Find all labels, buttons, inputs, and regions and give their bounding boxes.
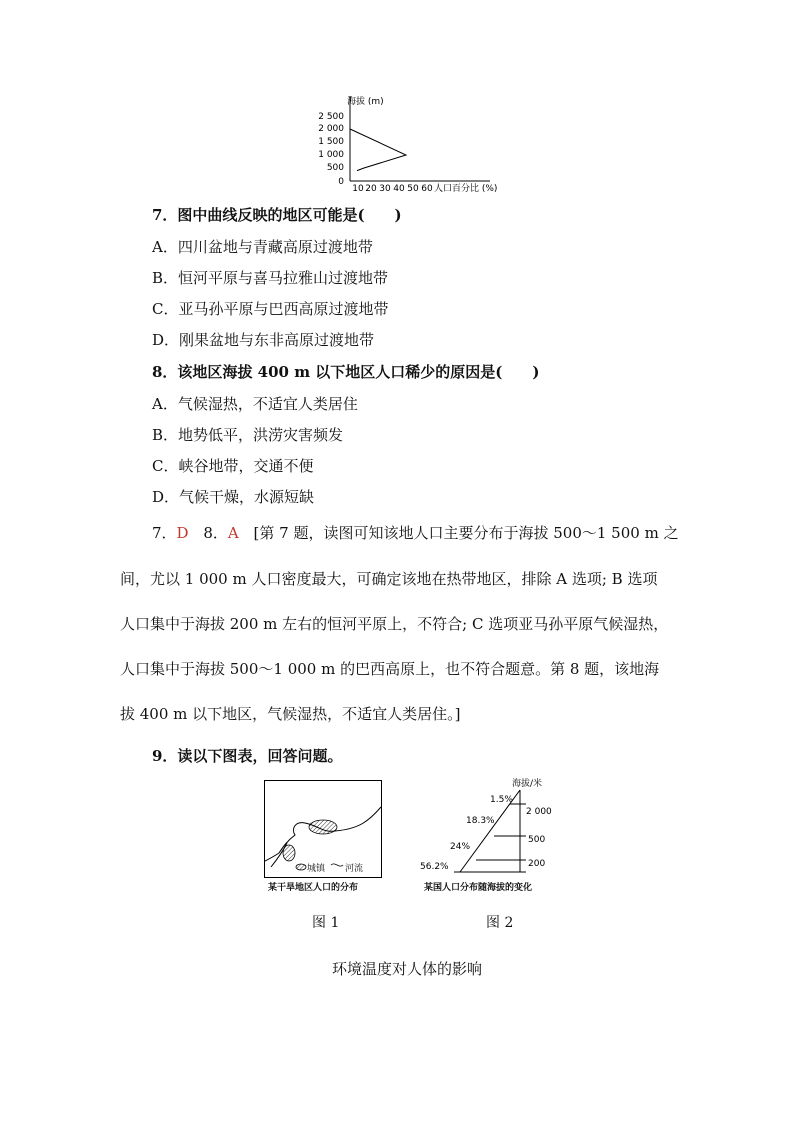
answer-num-8: 8． [203,524,228,542]
level-500-label: 500 [528,835,546,845]
explanation-line-3: 人口集中于海拔 200 m 左右的恒河平原上，不符合; C 选项亚马孙平原气候湿热， [120,615,669,633]
y-tick-label: 2 500 [318,112,344,122]
answer-num-7: 7． [152,524,177,542]
x-tick-label: 40 [393,184,405,193]
level-2000-label: 2 000 [526,807,552,817]
population-curve [350,116,406,171]
figure-2-label: 图 2 [486,915,514,931]
q8-option-c: C．峡谷地带，交通不便 [152,457,314,475]
x-tick-label: 10 [352,184,364,193]
city-large [309,820,337,834]
q9-stem: 9．读以下图表，回答问题。 [152,747,343,765]
percent-label: 18.3% [466,816,495,826]
figure-2-diagram [420,776,570,881]
figure-1-caption: 某干旱地区人口的分布 [268,883,359,893]
y-tick-label: 1 000 [318,150,344,160]
q8-option-a: A．气候湿热，不适宜人类居住 [152,395,358,413]
figure-1-label: 图 1 [312,915,340,931]
percent-label: 1.5% [490,795,513,805]
q7-option-c: C．亚马孙平原与巴西高原过渡地带 [152,300,389,318]
q7-option-b: B．恒河平原与喜马拉雅山过渡地带 [152,269,389,287]
percent-label: 56.2% [420,862,449,872]
explanation-line-5: 拔 400 m 以下地区，气候湿热，不适宜人类居住。] [120,705,461,723]
q7-option-a: A．四川盆地与青藏高原过渡地带 [152,238,373,256]
y-tick-label: 0 [338,177,344,187]
section-title: 环境温度对人体的影响 [332,960,483,978]
figure-2-caption: 某国人口分布随海拔的变化 [424,883,533,893]
legend-city-label: 城镇 [307,864,326,874]
altitude-population-chart [300,88,530,193]
answer-7: D [176,524,189,542]
x-tick-label: 30 [379,184,391,193]
explanation-line-4: 人口集中于海拔 500～1 000 m 的巴西高原上，也不符合题意。第 8 题，该地海 [120,660,660,678]
q8-option-d: D．气候干燥，水源短缺 [152,488,315,506]
figure-1-map [264,780,382,878]
explanation-line-2: 间，尤以 1 000 m 人口密度最大，可确定该地在热带地区，排除 A 选项; B 选项 [120,570,658,588]
y-axis-label: 海拔 (m) [347,97,384,107]
y-tick-label: 1 500 [318,137,344,147]
q7-option-d: D．刚果盆地与东非高原过渡地带 [152,331,375,349]
explanation-text: [第 7 题，读图可知该地人口主要分布于海拔 500～1 500 m 之 [253,524,679,542]
answer-line-1 [152,522,679,543]
percent-label: 24% [450,842,471,852]
q7-stem: 7．图中曲线反映的地区可能是( ) [152,206,402,224]
x-axis-label: 人口百分比 (%) [434,184,498,193]
level-200-label: 200 [528,859,546,869]
legend-river-icon [331,864,343,866]
q8-option-b: B．地势低平，洪涝灾害频发 [152,426,344,444]
city-small [283,845,295,861]
x-tick-label: 20 [365,184,377,193]
legend-city-icon [296,864,306,870]
y-tick-label: 2 000 [318,124,344,134]
x-tick-label: 60 [421,184,433,193]
legend-river-label: 河流 [345,864,364,874]
altitude-axis-label: 海拔/米 [512,779,543,789]
x-tick-label: 50 [407,184,419,193]
answer-8: A [227,524,239,542]
q8-stem: 8．该地区海拔 400 m 以下地区人口稀少的原因是( ) [152,363,540,381]
y-tick-label: 500 [326,163,344,173]
